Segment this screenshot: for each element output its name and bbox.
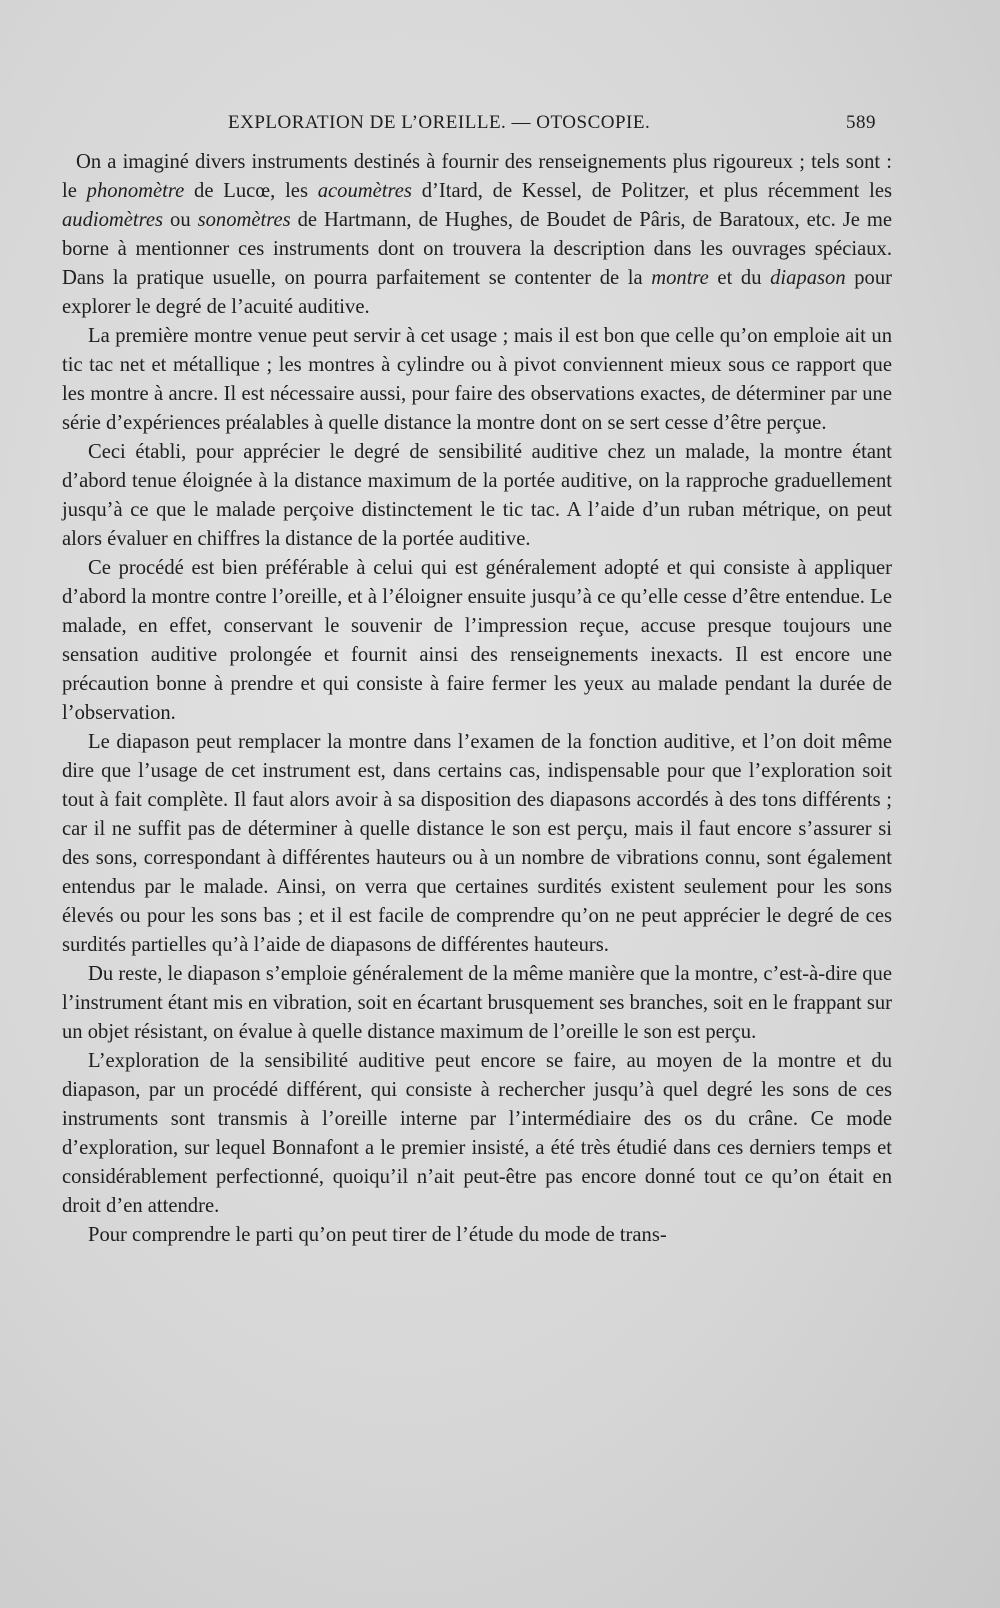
paragraph-text: de Hartmann, de Hughes, de Boudet de Pâris, de Baratoux, etc. Je me borne à mentionner ces instruments dont on trouvera la description dans les ouvrages spéciaux. Dans la pratique usuelle, on pourra parfaitement se contenter de la — [62, 209, 892, 289]
paragraph — [62, 1047, 892, 1221]
paragraph-text: et du — [708, 267, 771, 289]
paragraph-text: Ce procédé est bien préférable à celui qui est généralement adopté et qui consiste à appliquer d’abord la montre contre l’oreille, et à l’éloigner ensuite jusqu’à ce qu’elle cesse d’être entendue. Le malade, en effet, conservant le souvenir de l’impression reçue, accuse presque toujours une sensation auditive prolongée et fournit ainsi des renseignements inexacts. Il est encore une précaution bonne à prendre et qui consiste à faire fermer les yeux au malade pendant la durée de l’observation. — [62, 557, 892, 724]
paragraph — [62, 322, 892, 438]
italic-text: acoumètres — [317, 180, 412, 202]
paragraph-text: pour explorer le degré de l’acuité auditive. — [62, 267, 892, 318]
paragraph-text: Le diapason peut remplacer la montre dans l’examen de la fonction auditive, et l’on doit même dire que l’usage de cet instrument est, dans certains cas, indispensable pour que l’exploration soit tout à fait complète. Il faut alors avoir à sa disposition des diapasons accordés à des tons différents ; car il ne suffit pas de déterminer à quelle distance le son est perçu, mais il faut encore s’assurer si des sons, correspondant à différentes hauteurs ou à un nombre de vibrations connu, sont également entendus par le malade. Ainsi, on verra que certaines surdités existent seulement pour les sons élevés ou pour les sons bas ; et il est facile de comprendre qu’on ne peut apprécier le degré de ces surdités partielles qu’à l’aide de diapasons de différentes hauteurs. — [62, 731, 892, 956]
italic-text: diapason — [770, 267, 846, 289]
paragraph-text: Pour comprendre le parti qu’on peut tirer de l’étude du mode de trans- — [88, 1224, 667, 1246]
paragraph-text: de Lucœ, les — [184, 180, 318, 202]
page-header — [228, 112, 876, 142]
page-number: 589 — [846, 112, 876, 133]
paragraph — [62, 148, 892, 322]
running-head: EXPLORATION DE L’OREILLE. — OTOSCOPIE. — [228, 112, 651, 133]
paragraph-text: ou — [163, 209, 198, 231]
paragraph-text: On a imaginé divers instruments destinés à fournir des renseignements plus rigoureux ; tels sont : le — [62, 151, 892, 202]
paragraph-text: Du reste, le diapason s’emploie généralement de la même manière que la montre, c’est-à-dire que l’instrument étant mis en vibration, soit en écartant brusquement ses branches, soit en le frappant sur un objet résistant, on évalue à quelle distance maximum de l’oreille le son est perçu. — [62, 963, 892, 1043]
italic-text: audiomètres — [62, 209, 164, 231]
paragraph — [62, 438, 892, 554]
italic-text: sonomètres — [197, 209, 291, 231]
paragraph — [62, 554, 892, 728]
italic-text: phonomètre — [86, 180, 185, 202]
italic-text: montre — [651, 267, 709, 289]
paragraph — [62, 728, 892, 960]
paragraph-text: Ceci établi, pour apprécier le degré de sensibilité auditive chez un malade, la montre étant d’abord tenue éloignée à la distance maximum de la portée auditive, on la rapproche graduellement jusqu’à ce que le malade perçoive distinctement le tic tac. A l’aide d’un ruban métrique, on peut alors évaluer en chiffres la distance de la portée auditive. — [62, 441, 892, 550]
paragraph — [62, 1221, 892, 1250]
paragraph-text: La première montre venue peut servir à cet usage ; mais il est bon que celle qu’on emploie ait un tic tac net et métallique ; les montres à cylindre ou à pivot conviennent mieux sous ce rapport que les montre à ancre. Il est nécessaire aussi, pour faire des observations exactes, de déterminer par une série d’expériences préalables à quelle distance la montre dont on se sert cesse d’être perçue. — [62, 325, 892, 434]
paragraph-text: L’exploration de la sensibilité auditive peut encore se faire, au moyen de la montre et du diapason, par un procédé différent, qui consiste à rechercher jusqu’à quel degré les sons de ces instruments sont transmis à l’oreille interne par l’intermédiaire des os du crâne. Ce mode d’exploration, sur lequel Bonnafont a le premier insisté, a été très étudié dans ces derniers temps et considérablement perfectionné, quoiqu’il n’ait peut-être pas encore donné tout ce qu’on était en droit d’en attendre. — [62, 1050, 892, 1217]
body-text — [62, 148, 892, 1250]
paragraph-text: d’Itard, de Kessel, de Politzer, et plus récemment les — [411, 180, 892, 202]
paragraph — [62, 960, 892, 1047]
